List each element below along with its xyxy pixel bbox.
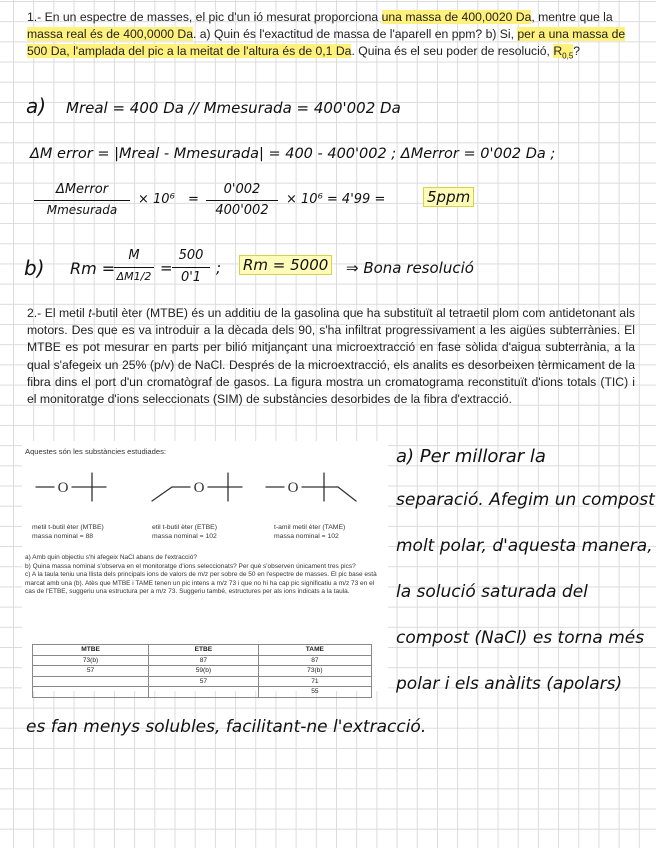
compound-name: metil t-butil èter (MTBE) (32, 524, 104, 531)
answer-2a-line-1: a) Per millorar la (396, 446, 546, 467)
structures-svg (22, 461, 388, 521)
table-cell (33, 676, 149, 687)
p1-highlight-resolution (553, 44, 574, 61)
compound-name: t-amil metil èter (TAME) (274, 524, 346, 531)
p1-highlight-peak-width: per a una massa de 500 Da, l'amplada del pic a la meitat de l'altura és de 0,1 Da (27, 27, 626, 59)
p1-text-4: . Quina és el seu poder de resolució, (351, 44, 554, 59)
compound-name: etil t-butil èter (ETBE) (152, 524, 217, 531)
compound-mass: massa nominal = 88 (32, 533, 94, 540)
b-equals-sign: = (160, 259, 173, 277)
answer-1a-line-1: Mreal = 400 Da // Mmesurada = 400'002 Da (66, 99, 401, 117)
table-cell (33, 687, 149, 698)
answer-1a-result-ppm: 5ppm (424, 188, 473, 206)
frac2-bar (206, 200, 278, 201)
p1-text-2: , mentre que la (531, 10, 613, 24)
frac1-numerator: ΔMerror (55, 182, 109, 197)
answer-1b-result: Rm = 5000 (240, 256, 331, 274)
p1-text-5: ? (573, 44, 581, 59)
p1-highlight-real-mass: massa real és de 400,0000 Da (27, 27, 193, 42)
p2-text-2: -butil èter (MTBE) és un additiu de la gasolina que ha substituït al tetraetil plom com antidetonant als motors. Des que es va introduir a la dècada dels 90, s'ha infiltrat progressivament a les aigües subterrànies. El MTBE es pot mesurar en parts per bilió mitjançant una microextracció en fase sòlida d'aigua subterrània, a la qual s'afegeix un 25% (p/v) de NaCl. Després de la microextracció, els analits es desorbeixen tèrmicament de la fibra dins el port d'un cromatògraf de gasos. La figura mostra un cromatograma reconstituït d'ions totals (TIC) i el monitoratge d'ions seleccionats (SIM) de substàncies desorbides de la fibra d'extracció. (27, 306, 635, 407)
answer-1a-label: a) (26, 94, 47, 118)
equals-sign: = (188, 192, 199, 207)
p1-highlight-measured-mass: una massa de 400,0020 Da (381, 10, 532, 24)
tame-oxygen: O (287, 480, 299, 496)
frac1-denominator: Mmesurada (46, 203, 118, 217)
answer-2a-line-2: separació. Afegim un compost (396, 490, 655, 510)
table-cell: 57 (33, 666, 149, 677)
question-a: a) Amb quin objectiu s'hi afegeix NaCl abans de l'extracció? (25, 554, 197, 561)
compound-label-tame (274, 523, 345, 541)
compound-label-etbe (152, 523, 217, 541)
frac2-denominator: 400'002 (215, 203, 269, 218)
p2-text-1: 2.- El metil (27, 306, 89, 320)
b-frac2-numerator: 500 (178, 248, 204, 263)
table-cell: 73(b) (258, 666, 371, 677)
answer-2a-line-4: la solució saturada del (396, 582, 588, 602)
table-row (33, 676, 372, 687)
table-row (33, 655, 372, 666)
b-frac1-numerator: M (128, 248, 140, 263)
p1-text-1: 1.- En un espectre de masses, el pic d'un ió mesurat proporciona (27, 10, 382, 24)
answer-1a-line-2: ΔM error = |Mreal - Mmesurada| = 400 - 400'002 ; ΔMerror = 0'002 Da ; (30, 146, 556, 162)
problem-2-statement (27, 305, 635, 408)
answer-1b-rm: Rm = (70, 259, 116, 278)
p1-text-3: . a) Quin és l'exactitud de massa de l'aparell en ppm? b) Si, (193, 27, 518, 42)
etbe-oxygen: O (193, 480, 205, 496)
times-ten-six: × 10⁶ (138, 192, 175, 207)
table-cell: 87 (149, 655, 259, 666)
figure-questions (25, 554, 383, 597)
table-cell: 71 (258, 676, 371, 687)
answer-2a-line-6: polar i els anàlits (apolars) (396, 674, 623, 694)
b-semicolon: ; (216, 259, 222, 277)
ions-table (32, 644, 372, 698)
p1-resolution-subscript: 0,5 (562, 51, 574, 61)
compound-mass: massa nominal = 102 (152, 533, 217, 540)
answer-1b-conclusion: ⇒ Bona resolució (346, 259, 474, 277)
table-cell: 73(b) (33, 655, 149, 666)
compound-mass: massa nominal = 102 (274, 533, 339, 540)
b-frac1-bar (114, 267, 154, 268)
p2-text-italic: t (88, 306, 92, 320)
table-cell: 87 (258, 655, 371, 666)
mtbe-oxygen: O (57, 480, 69, 496)
b-frac1-denominator: ΔM1/2 (116, 270, 152, 283)
table-cell: 59(b) (149, 666, 259, 677)
table-header-row (33, 645, 372, 656)
answer-2a-line-3: molt polar, d'aquesta manera, (396, 536, 653, 556)
table-cell: 57 (149, 676, 259, 687)
question-c: c) A la taula teniu una llista dels principals ions de valors de m/z per sobre de 50 en l'espectre de masses. El pic base està marcat amb una (b). Atès que MTBE i TAME tenen un pic intens a m/z 73 i que no hi ha cap pic significatiu a m/z 73 en el cas de l'ETBE, suggeriu una estructura per a m/z 73. Suggeriu també, estructures per als ions indicats a la taula. (25, 571, 377, 595)
p1-resolution-symbol: R (553, 44, 563, 59)
figure-caption: Aquestes són les substàncies estudiades: (25, 447, 166, 456)
b-frac2-denominator: 0'1 (180, 270, 202, 285)
answer-2a-line-7: es fan menys solubles, facilitant-ne l'extracció. (26, 717, 427, 737)
answer-2a-line-5: compost (NaCl) es torna més (396, 628, 645, 648)
tame-ethyl-bond (338, 487, 356, 501)
table-header-etbe: ETBE (149, 645, 259, 656)
answer-1a-rest: × 10⁶ = 4'99 = (286, 192, 386, 207)
problem-1-statement (27, 9, 635, 65)
question-b: b) Quina massa nominal s'observa en el monitoratge d'ions seleccionats? Per què s'observen únicament tres pics? (25, 562, 356, 570)
etbe-ethyl-bond-1 (152, 487, 172, 501)
b-frac2-bar (172, 267, 210, 268)
table-cell (149, 687, 259, 698)
compound-label-mtbe (32, 523, 104, 541)
figure-panel (22, 441, 388, 696)
table-header-tame: TAME (258, 645, 371, 656)
table-header-mtbe: MTBE (33, 645, 149, 656)
table-row (33, 666, 372, 677)
frac1-bar (34, 200, 130, 201)
frac2-numerator: 0'002 (223, 182, 261, 197)
table-cell: 55 (258, 687, 371, 698)
answer-1b-label: b) (24, 256, 45, 280)
table-row (33, 687, 372, 698)
